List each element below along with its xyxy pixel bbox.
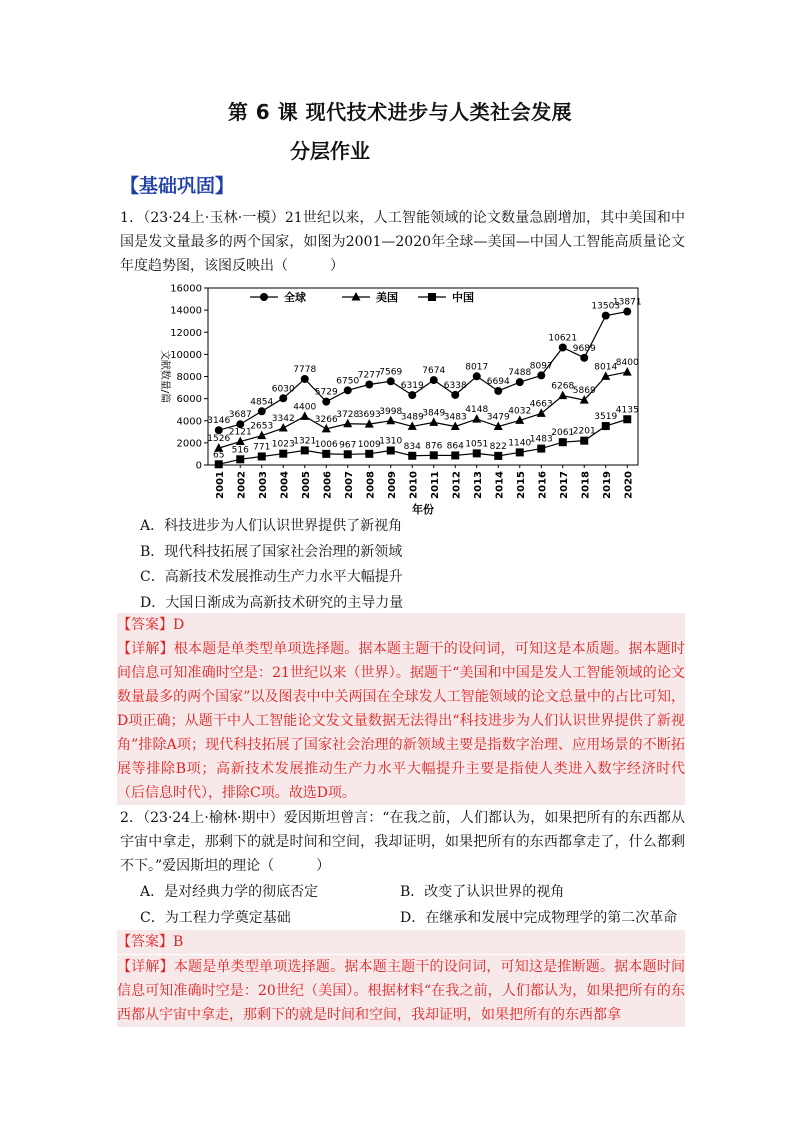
x-tick-label: 2014: [494, 471, 506, 499]
data-label: 2121: [228, 427, 252, 438]
data-point-square: [301, 446, 309, 454]
data-label: 1009: [357, 439, 381, 450]
legend-marker-triangle: [352, 292, 361, 301]
data-point-square: [516, 448, 524, 456]
data-label: 3687: [228, 410, 252, 421]
data-label: 1526: [207, 434, 231, 445]
data-point-circle: [451, 391, 459, 399]
section-heading: 【基础巩固】: [120, 175, 235, 197]
data-label: 9689: [572, 343, 596, 354]
data-point-circle: [559, 344, 567, 352]
q1-answer: [117, 613, 685, 637]
question-1-stem: 1．（23·24上·玉林·一模）21世纪以来，人工智能领域的论文数量急剧增加，其中美国和中国是发文量最多的两个国家，如图为2001—2020年全球—美国—中国人工智能高质量论文年度趋势图，该图反映出（ ）: [120, 210, 685, 274]
data-label: 822: [489, 441, 507, 452]
data-label: 3483: [443, 412, 467, 423]
q2-answer-value: B: [173, 934, 184, 950]
data-point-circle: [344, 386, 352, 394]
data-label: 3266: [314, 414, 338, 425]
data-label: 2653: [250, 421, 274, 432]
data-label: 1310: [379, 436, 403, 447]
data-point-circle: [301, 375, 309, 383]
data-point-circle: [580, 354, 588, 362]
data-point-square: [451, 451, 459, 459]
q2-answer: [117, 930, 685, 954]
data-label: 3849: [422, 408, 446, 419]
x-tick-label: 2011: [429, 471, 441, 499]
data-label: 4148: [465, 405, 489, 416]
data-point-circle: [516, 378, 524, 386]
q1-answer-value: D: [173, 617, 185, 633]
y-tick-label: 0: [195, 460, 202, 472]
x-tick-label: 2016: [537, 471, 549, 499]
data-point-circle: [365, 380, 373, 388]
x-tick-label: 2008: [365, 471, 377, 499]
data-label: 1483: [529, 434, 553, 445]
data-label: 6694: [486, 376, 510, 387]
data-point-triangle: [386, 416, 395, 425]
x-tick-label: 2007: [343, 471, 355, 499]
data-label: 771: [253, 442, 271, 453]
data-label: 3342: [271, 414, 295, 425]
legend-marker-square: [428, 293, 436, 301]
data-label: 4854: [250, 397, 274, 408]
data-label: 1023: [271, 439, 295, 450]
y-tick-label: 8000: [176, 372, 202, 383]
legend-label: 中国: [452, 291, 474, 304]
data-label: 967: [339, 440, 357, 451]
data-point-triangle: [429, 417, 438, 426]
y-tick-label: 12000: [170, 327, 202, 339]
x-tick-label: 2012: [451, 471, 463, 499]
data-label: 4663: [529, 399, 553, 410]
x-tick-label: 2009: [386, 471, 398, 499]
page-subtitle: 分层作业: [290, 139, 370, 163]
data-label: 6338: [443, 380, 467, 391]
data-point-circle: [279, 394, 287, 402]
data-label: 864: [446, 441, 464, 452]
data-label: 4400: [293, 402, 317, 413]
data-point-square: [430, 451, 438, 459]
data-label: 8014: [594, 362, 618, 373]
q2-detail-text: 本题是单类型单项选择题。据本题主题干的设问词，可知这是推断题。据本题时间信息可知准确时空是：20世纪（美国）。根据材料“在我之前，人们都认为，如果把所有的东西都从宇宙中拿走，那剩下的就是时间和空间，我却证明，如果把所有的东西都拿: [117, 959, 686, 1023]
data-point-square: [559, 438, 567, 446]
data-point-square: [537, 445, 545, 453]
q2-answer-tag: 【答案】: [117, 934, 173, 950]
data-point-circle: [430, 376, 438, 384]
data-label: 7778: [293, 364, 317, 375]
question-2-stem: 2．（23·24上·榆林·期中）爱因斯坦曾言：“在我之前，人们都认为，如果把所有的东西都从宇宙中拿走，那剩下的就是时间和空间，我却证明，如果把所有的东西都拿走了，什么都剩不下。”爱因斯坦的理论（ ）: [120, 810, 685, 874]
data-label: 6750: [336, 376, 360, 387]
data-label: 1140: [508, 438, 532, 449]
legend-label: 全球: [284, 291, 306, 304]
y-tick-label: 4000: [176, 416, 202, 428]
data-point-square: [365, 450, 373, 458]
q2-detail: [117, 955, 685, 1027]
data-point-triangle: [300, 411, 309, 420]
q1-answer-tag: 【答案】: [117, 617, 173, 633]
data-label: 3998: [379, 406, 403, 417]
data-point-circle: [322, 398, 330, 406]
data-point-triangle: [558, 391, 567, 400]
y-axis-label: 文献数量/篇: [159, 349, 170, 404]
data-label: 516: [231, 445, 249, 456]
data-label: 13503: [591, 301, 621, 312]
data-point-triangle: [537, 408, 546, 417]
x-tick-label: 2015: [515, 471, 527, 499]
data-label: 7277: [357, 370, 381, 381]
data-point-circle: [258, 407, 266, 415]
data-label: 3479: [486, 412, 510, 423]
data-label: 8400: [615, 358, 639, 369]
x-tick-label: 2013: [472, 471, 484, 499]
data-point-square: [322, 450, 330, 458]
data-point-circle: [494, 387, 502, 395]
data-point-triangle: [472, 414, 481, 423]
x-tick-label: 2018: [580, 471, 592, 499]
data-label: 1321: [293, 436, 317, 447]
q1-detail-tag: 【详解】: [117, 641, 174, 657]
data-label: 3489: [400, 412, 424, 423]
data-label: 4135: [615, 405, 639, 416]
data-point-square: [494, 452, 502, 460]
data-point-square: [580, 437, 588, 445]
data-label: 3146: [207, 416, 231, 427]
data-point-circle: [537, 371, 545, 379]
data-point-square: [623, 415, 631, 423]
data-label: 10621: [548, 333, 578, 344]
data-label: 6268: [551, 381, 575, 392]
q1-detail-text: 根本题是单类型单项选择题。据本题主题干的设问词，可知这是本质题。据本题时间信息可知准确时空是：21世纪以来（世界）。据题干“美国和中国是发人工智能领域的论文数量最多的两个国家”以及图表中中关两国在全球发人工智能领域的论文总量中的占比可知，D项正确；从题干中人工智能论文发文量数据无法得出“科技进步为人们认识世界提供了新视角”排除A项；现代科技拓展了国家社会治理的新领域主要是指数字治理、应用场景的不断拓展等排除B项；高新技术发展推动生产力水平大幅提升主要是指使人类进入数字经济时代（后信息时代），排除C项。故选D项。: [117, 641, 686, 801]
x-tick-label: 2004: [279, 471, 291, 499]
data-label: 3693: [357, 410, 381, 421]
y-tick-label: 10000: [170, 349, 202, 361]
data-point-circle: [387, 377, 395, 385]
y-tick-label: 6000: [176, 394, 202, 406]
data-label: 3519: [594, 412, 618, 423]
data-point-triangle: [343, 419, 352, 428]
data-label: 8017: [465, 362, 489, 373]
y-tick-label: 16000: [170, 283, 202, 295]
data-point-circle: [602, 312, 610, 320]
x-tick-label: 2010: [408, 471, 420, 499]
data-point-square: [473, 449, 481, 457]
legend-marker-circle: [260, 293, 268, 301]
data-point-square: [602, 422, 610, 430]
chart-axes: [159, 284, 638, 516]
data-label: 13871: [612, 297, 642, 308]
data-point-triangle: [279, 423, 288, 432]
plot-frame: [208, 288, 638, 465]
data-point-square: [387, 447, 395, 455]
data-label: 1051: [465, 439, 489, 450]
x-tick-label: 2003: [257, 471, 269, 499]
data-label: 65: [213, 450, 225, 461]
page-title: 第 6 课 现代技术进步与人类社会发展: [227, 100, 573, 124]
data-label: 2061: [551, 428, 575, 439]
q2-detail-tag: 【详解】: [117, 959, 174, 975]
data-point-square: [236, 455, 244, 463]
q1-option-a[interactable]: A．科技进步为人们认识世界提供了新视角: [140, 518, 403, 534]
x-tick-label: 2005: [300, 471, 312, 499]
q1-option-d[interactable]: D．大国日渐成为高新技术研究的主导力量: [140, 595, 404, 611]
data-point-square: [258, 452, 266, 460]
q1-option-c[interactable]: C．高新技术发展推动生产力水平大幅提升: [140, 569, 403, 585]
chart-marks: [207, 298, 641, 469]
q1-option-b[interactable]: B．现代科技拓展了国家社会治理的新领域: [140, 544, 403, 560]
q2-option-c[interactable]: C．为工程力学奠定基础: [140, 910, 291, 926]
q1-detail: [117, 637, 685, 805]
legend-label: 美国: [376, 291, 398, 304]
data-label: 8097: [529, 361, 553, 372]
x-tick-label: 2019: [601, 471, 613, 499]
y-tick-label: 2000: [176, 438, 202, 450]
data-label: 5869: [572, 386, 596, 397]
data-point-circle: [473, 372, 481, 380]
q2-option-d[interactable]: D．在继承和发展中完成物理学的第二次革命: [400, 910, 678, 926]
data-point-circle: [215, 426, 223, 434]
q2-option-b[interactable]: B．改变了认识世界的视角: [400, 884, 565, 900]
data-point-square: [215, 460, 223, 468]
ai-papers-line-chart: [150, 280, 650, 515]
data-label: 7674: [422, 366, 446, 377]
data-label: 834: [403, 441, 421, 452]
x-tick-label: 2001: [214, 471, 226, 499]
x-tick-label: 2020: [623, 471, 635, 499]
data-point-square: [408, 452, 416, 460]
x-tick-label: 2017: [558, 471, 570, 499]
data-point-square: [344, 450, 352, 458]
x-tick-label: 2006: [322, 471, 334, 499]
data-label: 7569: [379, 367, 403, 378]
data-label: 876: [425, 441, 443, 452]
data-label: 1006: [314, 439, 338, 450]
x-tick-label: 2002: [236, 471, 248, 499]
data-label: 7488: [508, 368, 532, 379]
data-label: 5729: [314, 387, 338, 398]
data-point-circle: [408, 391, 416, 399]
data-label: 6319: [400, 381, 424, 392]
data-label: 6030: [271, 384, 295, 395]
q2-option-a[interactable]: A．是对经典力学的彻底否定: [140, 884, 319, 900]
data-point-triangle: [623, 367, 632, 376]
data-point-square: [279, 450, 287, 458]
x-axis-label: 年份: [412, 503, 434, 515]
data-label: 3728: [336, 409, 360, 420]
y-tick-label: 14000: [170, 305, 202, 317]
data-label: 4032: [508, 406, 532, 417]
data-point-circle: [623, 308, 631, 316]
data-label: 2201: [572, 426, 596, 437]
chart-legend: [250, 290, 474, 304]
